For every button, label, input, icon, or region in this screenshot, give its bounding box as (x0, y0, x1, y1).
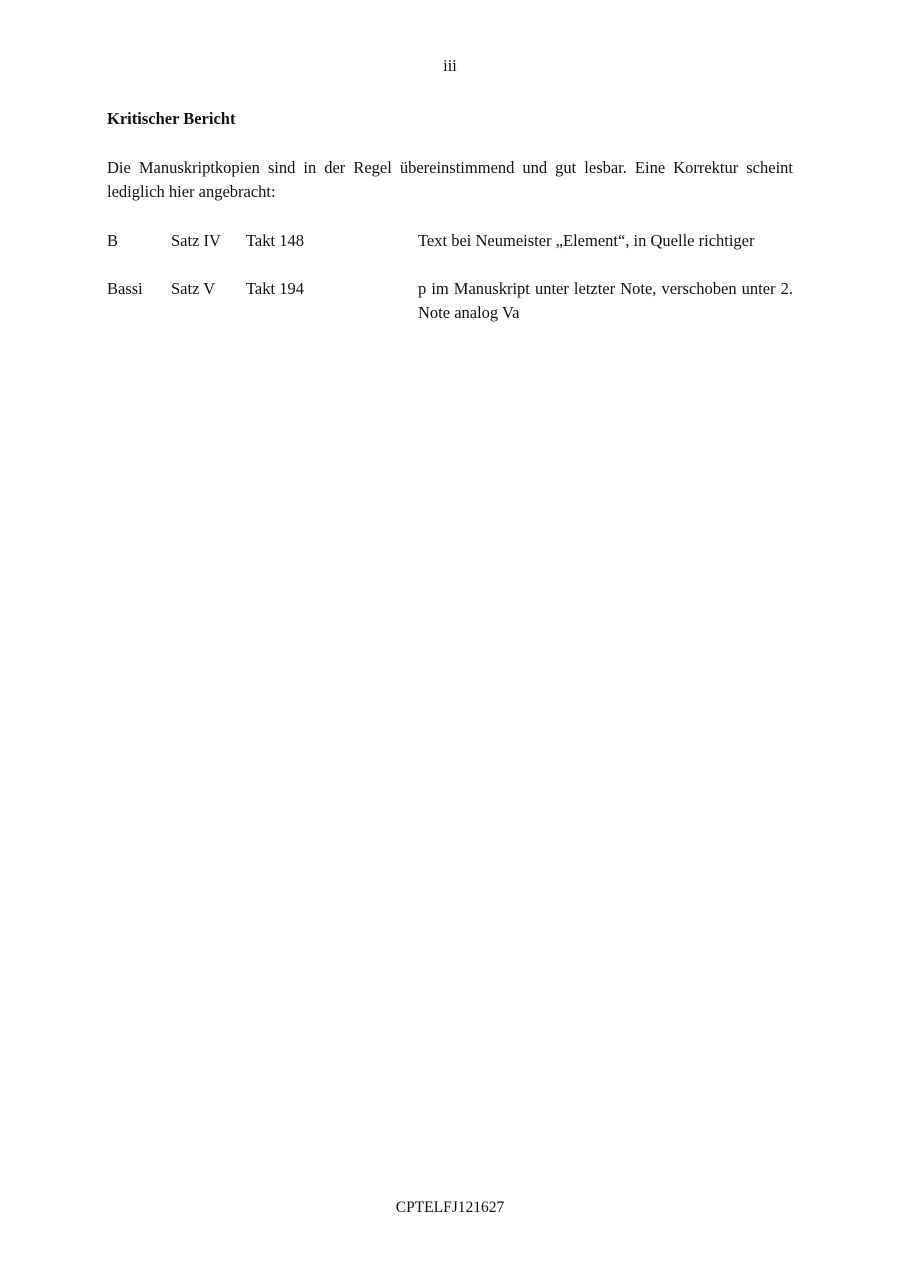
page-number: iii (443, 56, 457, 75)
correction-bar: Takt 194 (246, 279, 304, 298)
correction-remark: Text bei Neumeister „Element“, in Quelle richtiger (418, 231, 755, 250)
intro-paragraph: Die Manuskriptkopien sind in der Regel übereinstimmend und gut lesbar. Eine Korrektur scheint lediglich hier angebracht: (107, 158, 793, 201)
correction-voice: B (107, 231, 119, 250)
section-title: Kritischer Bericht (107, 109, 236, 128)
correction-movement: Satz IV (171, 231, 221, 250)
correction-remark: p im Manuskript unter letzter Note, verschoben unter 2. Note analog Va (418, 279, 793, 322)
correction-bar: Takt 148 (246, 231, 304, 250)
footer-code: CPTELFJ121627 (395, 1199, 505, 1216)
correction-movement: Satz V (171, 279, 216, 298)
correction-voice: Bassi (107, 279, 143, 298)
